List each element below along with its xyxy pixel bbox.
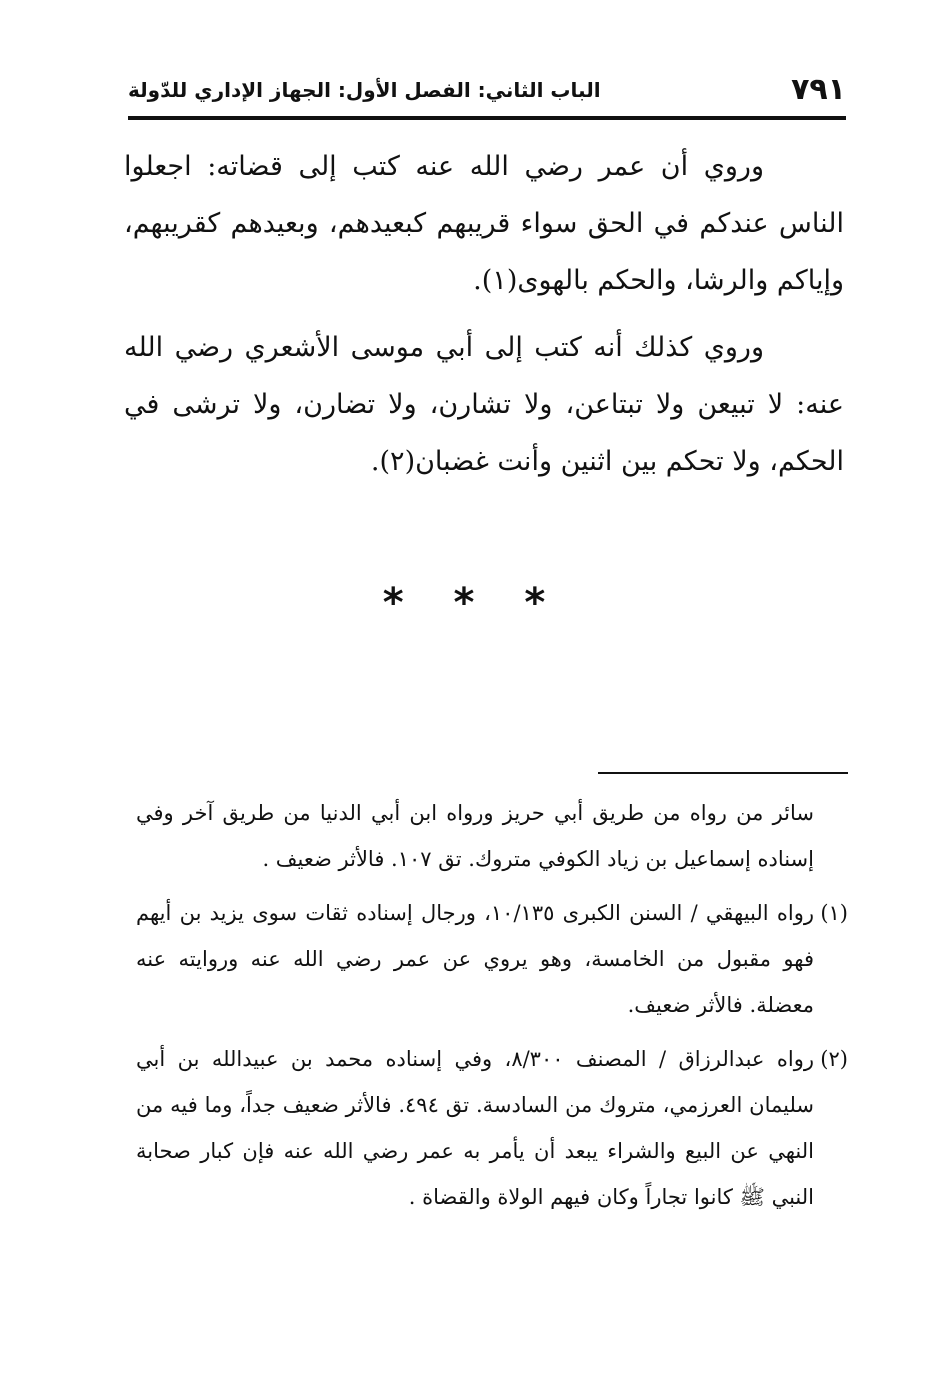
footnote-rule	[598, 772, 848, 774]
running-title: الباب الثاني: الفصل الأول: الجهاز الإداري للدّولة	[128, 78, 601, 102]
footnote-text: رواه عبدالرزاق / المصنف ٨/٣٠٠، وفي إسناده محمد بن عبيدالله بن أبي سليمان العرزمي، متروك من السادسة. تق ٤٩٤. فالأثر ضعيف جداً، وما فيه من النهي عن البيع والشراء يبعد أن يأمر به عمر رضي الله عنه فإن كبار صحابة النبي ﷺ كانوا تجاراً وكان فيهم الولاة والقضاة .	[136, 1047, 814, 1209]
running-header	[128, 70, 846, 114]
paragraph: وروي كذلك أنه كتب إلى أبي موسى الأشعري رضي الله عنه: لا تبيعن ولا تبتاعن، ولا تشارن، ولا تضارن، ولا ترشى في الحكم، ولا تحكم بين اثنين وأنت غضبان(٢).	[124, 332, 844, 477]
footnote-marker: (١)	[820, 901, 848, 925]
footnote-1	[136, 890, 848, 1028]
section-separator: * * *	[382, 580, 564, 626]
page-number: ٧٩١	[791, 72, 846, 107]
main-text	[124, 138, 844, 500]
footnotes	[136, 790, 848, 1228]
footnote-marker: (٢)	[820, 1047, 848, 1071]
paragraph: وروي أن عمر رضي الله عنه كتب إلى قضاته: اجعلوا الناس عندكم في الحق سواء قريبهم كبعيدهم، وبعيدهم كقريبهم، وإياكم والرشا، والحكم بالهوى(١).	[124, 151, 844, 296]
footnote-continuation: سائر من رواه من طريق أبي حريز ورواه ابن أبي الدنيا من طريق آخر وفي إسناده إسماعيل بن زياد الكوفي متروك. تق ١٠٧. فالأثر ضعيف .	[136, 801, 814, 871]
header-rule	[128, 116, 846, 120]
footnote-text: رواه البيهقي / السنن الكبرى ١٠/١٣٥، ورجال إسناده ثقات سوى يزيد بن أيهم فهو مقبول من الخامسة، وهو يروي عن عمر رضي الله عنه وروايته عنه معضلة. فالأثر ضعيف.	[136, 901, 814, 1017]
footnote-2	[136, 1036, 848, 1220]
